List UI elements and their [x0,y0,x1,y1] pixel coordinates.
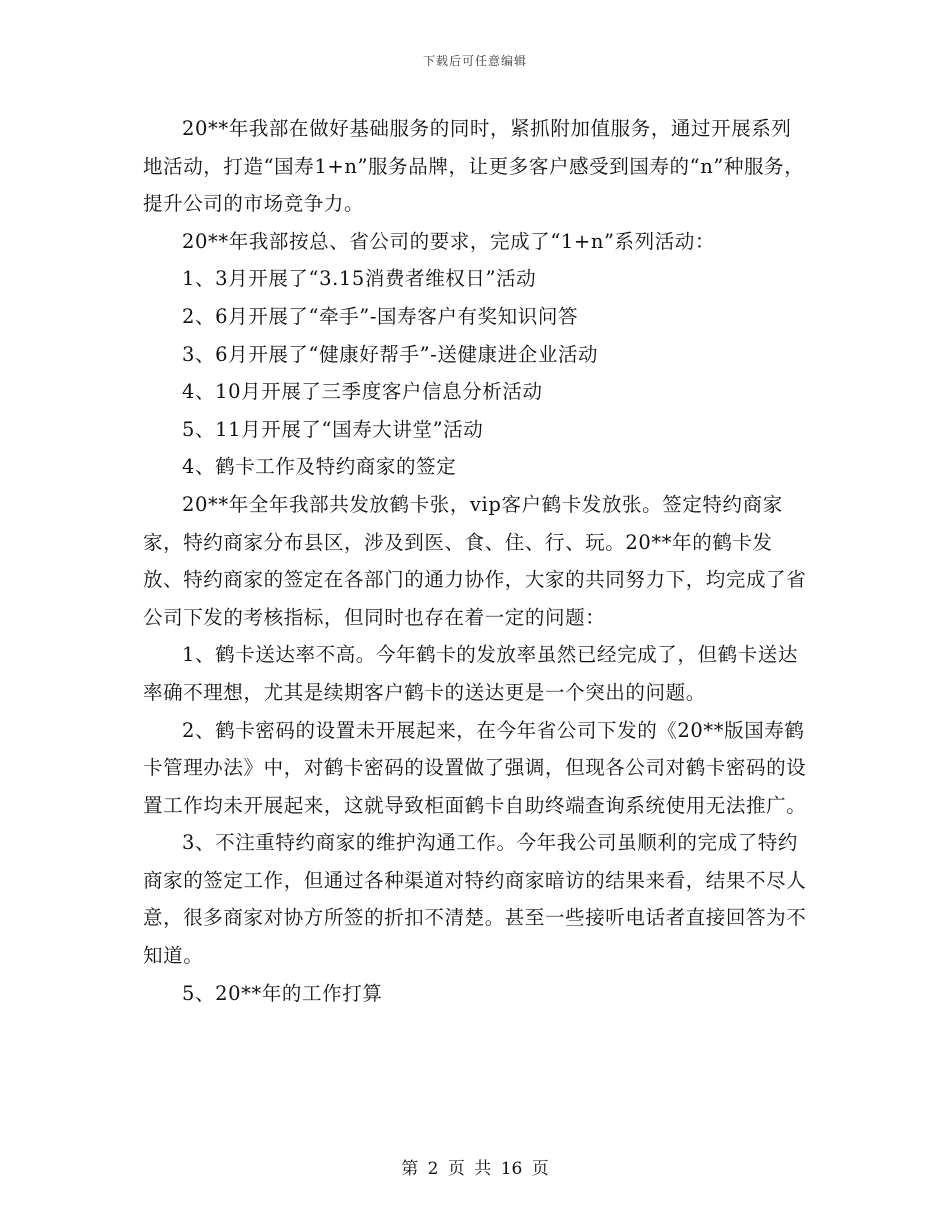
section-heading-crane-card: 4、鹤卡工作及特约商家的签定 [182,455,457,479]
document-body [143,110,808,1012]
list-item-activity-4: 4、10月开展了三季度客户信息分析活动 [182,380,543,404]
paragraph-crane-card-summary: 20**年全年我部共发放鹤卡张，vip客户鹤卡发放张。签定特约商家家，特约商家分布县区，涉及到医、食、住、行、玩。20**年的鹤卡发放、特约商家的签定在各部门的通力协作，大家的共同努力下，均完成了省公司下发的考核指标，但同时也存在着一定的问题： [143,492,807,629]
paragraph-intro: 20**年我部在做好基础服务的同时，紧抓附加值服务，通过开展系列地活动，打造“国寿1+n”服务品牌，让更多客户感受到国寿的“n”种服务，提升公司的市场竞争力。 [143,117,805,216]
list-item-problem-1: 1、鹤卡送达率不高。今年鹤卡的发放率虽然已经完成了，但鹤卡送达率确不理想，尤其是续期客户鹤卡的送达更是一个突出的问题。 [143,643,799,704]
list-item-activity-5: 5、11月开展了“国寿大讲堂”活动 [182,417,484,441]
list-item-problem-3: 3、不注重特约商家的维护沟通工作。今年我公司虽顺利的完成了特约商家的签定工作，但通过各种渠道对特约商家暗访的结果来看，结果不尽人意，很多商家对协方所签的折扣不清楚。甚至一些接听电话者直接回答为不知道。 [143,831,807,968]
page-number-footer: 第 2 页 共 16 页 [401,1159,549,1179]
paragraph-activities-intro: 20**年我部按总、省公司的要求，完成了“1+n”系列活动： [182,229,716,253]
page-header-note: 下载后可任意编辑 [422,54,527,68]
section-heading-work-plan: 5、20**年的工作打算 [182,981,383,1005]
list-item-activity-1: 1、3月开展了“3.15消费者维权日”活动 [182,267,537,291]
list-item-activity-2: 2、6月开展了“牵手”-国寿客户有奖知识问答 [182,304,579,328]
list-item-problem-2: 2、鹤卡密码的设置未开展起来，在今年省公司下发的《20**版国寿鹤卡管理办法》中，对鹤卡密码的设置做了强调，但现各公司对鹤卡密码的设置工作均未开展起来，这就导致柜面鹤卡自助终端查询系统使用无法推广。 [143,718,807,817]
list-item-activity-3: 3、6月开展了“健康好帮手”-送健康进企业活动 [182,342,599,366]
